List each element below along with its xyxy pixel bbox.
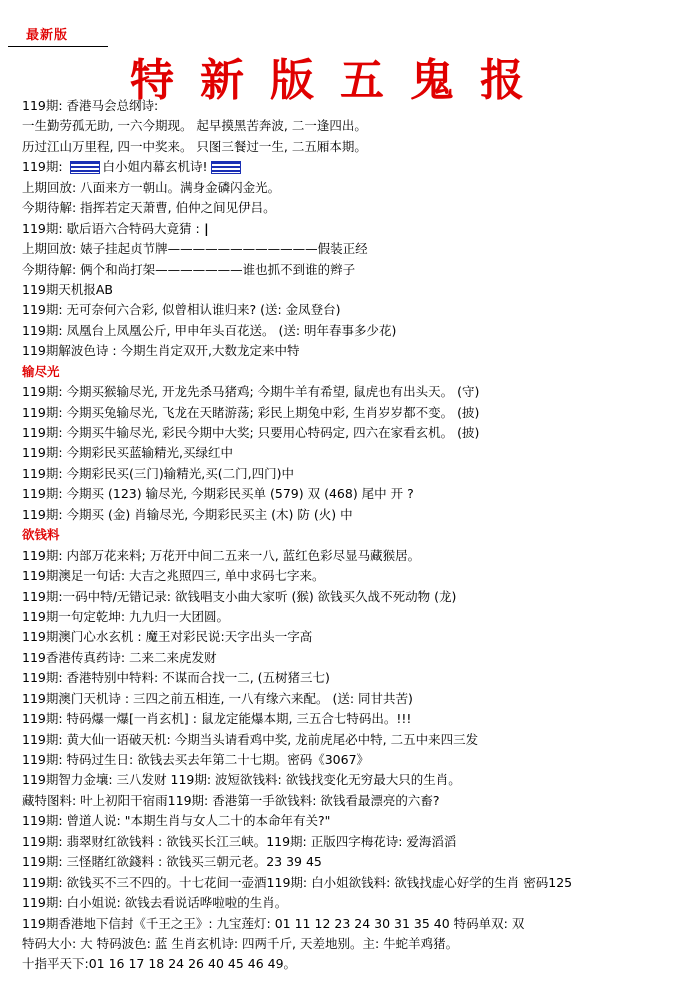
text-line [22, 505, 686, 525]
line-text: 历过江山万里程, 四一中奖来。 只图三餐过一生, 二五厢本期。 [22, 138, 367, 154]
text-line [22, 811, 686, 831]
line-text: 119期: 凤凰台上凤凰公斤, 甲申年头百花送。 (送: 明年春事多少花) [22, 322, 397, 338]
text-line [22, 546, 686, 566]
line-text: 今期待解: 指挥若定天萧曹, 伯仲之间见伊吕。 [22, 200, 276, 216]
line-text: 119期: 今期彩民买蓝输精光,买绿红中 [22, 445, 234, 461]
line-text: 特码大小: 大 特码波色: 蓝 生肖玄机诗: 四两千斤, 天差地别。主: 牛蛇羊鸡猪。 [22, 935, 459, 951]
text-line [22, 137, 686, 157]
line-text: 十指平天下:01 16 17 18 24 26 40 45 46 49。 [22, 956, 297, 972]
text-line [22, 770, 686, 790]
text-line [22, 668, 686, 688]
line-text: 白小姐内幕玄机诗! [102, 159, 208, 175]
text-line [22, 791, 686, 811]
striped-flag-icon [211, 161, 241, 174]
text-line [22, 484, 686, 504]
text-line [22, 750, 686, 770]
line-text: 119期: 今期彩民买(三门)输精光,买(二门,四门)中 [22, 465, 294, 481]
line-text: 119期: 今期买猴输尽光, 开龙先杀马猪鸡; 今期牛羊有希望, 鼠虎也有出头天。 (守) [22, 384, 480, 400]
line-text: 119期: 今期买兔输尽光, 飞龙在天睹游荡; 彩民上期兔中彩, 生肖岁岁都不变。 (披) [22, 404, 480, 420]
line-text: 119期澳门心水玄机 : 魔王对彩民说:天字出头一字高 [22, 629, 313, 645]
text-line [22, 260, 686, 280]
text-line [22, 689, 686, 709]
text-line [22, 321, 686, 341]
line-text: 119期智力金壤: 三八发财 119期: 波短欲钱料: 欲钱找变化无穷最大只的生肖。 [22, 772, 461, 788]
line-text: 119期: 三怪賭红欲錢料 : 欲钱买三朝元老。23 39 45 [22, 854, 322, 870]
line-text: 119期: 今期买 (123) 输尽光, 今期彩民买单 (579) 双 (468) 尾中 开 ? [22, 486, 414, 502]
text-line [22, 893, 686, 913]
striped-flag-icon [70, 161, 100, 174]
text-line [22, 423, 686, 443]
text-line [22, 116, 686, 136]
line-text: 119期: 今期买 (金) 肖输尽光, 今期彩民买主 (木) 防 (火) 中 [22, 506, 353, 522]
version-badge: 最新版 [26, 28, 69, 43]
line-text: 119期: 欲钱买不三不四的。十七花间一壶酒119期: 白小姐欲钱料: 欲钱找虚心好学的生肖 密码125 [22, 874, 573, 890]
line-text: 输尽光 [22, 363, 60, 379]
text-line [22, 873, 686, 893]
text-line [22, 382, 686, 402]
text-line [22, 587, 686, 607]
text-cursor-icon: | [199, 220, 209, 236]
line-text: 119期: 白小姐说: 欲钱去看说话哗啦啦的生肖。 [22, 895, 288, 911]
line-text: 119期澳足一句话: 大吉之兆照四三, 单中求码七字来。 [22, 568, 325, 584]
text-line [22, 914, 686, 934]
section-heading [22, 362, 686, 382]
text-line [22, 730, 686, 750]
text-line [22, 96, 686, 116]
page-title: 特新版五鬼报 [130, 55, 550, 106]
text-line [22, 566, 686, 586]
line-text: 119期: 黄大仙一语破天机: 今期当头请看鸡中奖, 龙前虎尾必中特, 二五中来四三发 [22, 731, 479, 747]
line-text: 119期: 曾道人说: "本期生肖与女人二十的本命年有关?" [22, 813, 331, 829]
text-line [22, 219, 686, 239]
text-line [22, 934, 686, 954]
content-list [22, 96, 686, 975]
line-text: 119期澳门天机诗 : 三四之前五相连, 一八有缘六来配。 (送: 同甘共苦) [22, 690, 413, 706]
line-text: 119期: 特码过生日: 欲钱去买去年第二十七期。密码《3067》 [22, 752, 370, 767]
line-text: 119期: 翡翠财红欲钱料 : 欲钱买长江三峡。119期: 正版四字梅花诗: 爱海滔滔 [22, 833, 457, 849]
line-text: 119期: 内部万花来料; 万花开中间二五来一八, 蓝红色彩尽显马藏猴居。 [22, 547, 421, 563]
text-line [22, 157, 686, 177]
text-line [22, 852, 686, 872]
line-text: 119期香港地下信封《千王之王》: 九宝莲灯: 01 11 12 23 24 30 31 35 40 特码单双: 双 [22, 915, 525, 931]
section-heading [22, 525, 686, 545]
line-text: 119期: 今期买牛输尽光, 彩民今期中大奖; 只要用心特码定, 四六在家看玄机。 (披) [22, 425, 480, 440]
text-line [22, 341, 686, 361]
line-text: 欲钱料 [22, 527, 60, 543]
line-text: 119期天机报AB [22, 281, 113, 297]
line-text: 上期回放: 婊子挂起贞节牌————————————假装正经 [22, 241, 368, 257]
line-text: 119期: 歇后语六合特码大竟猜 : [22, 220, 200, 236]
text-line [22, 464, 686, 484]
line-text: 119香港传真药诗: 二来二来虎发财 [22, 649, 217, 665]
line-text: 119期:一码中特/无错记录: 欲钱唱支小曲大家听 (猴) 欲钱买久战不死动物 (龙) [22, 588, 457, 604]
text-line [22, 198, 686, 218]
text-line [22, 443, 686, 463]
text-line [22, 607, 686, 627]
text-line [22, 627, 686, 647]
line-text: 119期: 无可奈何六合彩, 似曾相认谁归来? (送: 金凤登台) [22, 302, 341, 318]
line-text: 119期: 香港特别中特料: 不谋而合找一二, (五树猪三七) [22, 670, 330, 686]
line-text: 119期: 香港马会总纲诗: [22, 98, 159, 113]
line-prefix: 119期: [22, 159, 67, 175]
text-line [22, 709, 686, 729]
text-line [22, 832, 686, 852]
text-line [22, 178, 686, 198]
text-line [22, 280, 686, 300]
text-line [22, 403, 686, 423]
line-text: 一生勤劳孤无助, 一六今期现。 起早摸黑苦奔波, 二一逢四出。 [22, 118, 367, 134]
text-line [22, 648, 686, 668]
text-line [22, 954, 686, 974]
line-text: 119期: 特码爆一爆[一肖玄机] : 鼠龙定能爆本期, 三五合七特码出。!!! [22, 711, 412, 727]
line-text: 今期待解: 俩个和尚打架———————谁也抓不到谁的辫子 [22, 261, 356, 277]
line-text: 119期一句定乾坤: 九九归一大团圆。 [22, 608, 230, 624]
text-line [22, 300, 686, 320]
text-line [22, 239, 686, 259]
line-text: 上期回放: 八面来方一朝山。满身金磷闪金光。 [22, 179, 281, 195]
line-text: 藏特图料: 叶上初阳干宿雨119期: 香港第一手欲钱料: 欲钱看最漂亮的六畜? [22, 792, 440, 808]
line-text: 119期解波色诗 : 今期生肖定双开,大数龙定来中特 [22, 343, 300, 359]
